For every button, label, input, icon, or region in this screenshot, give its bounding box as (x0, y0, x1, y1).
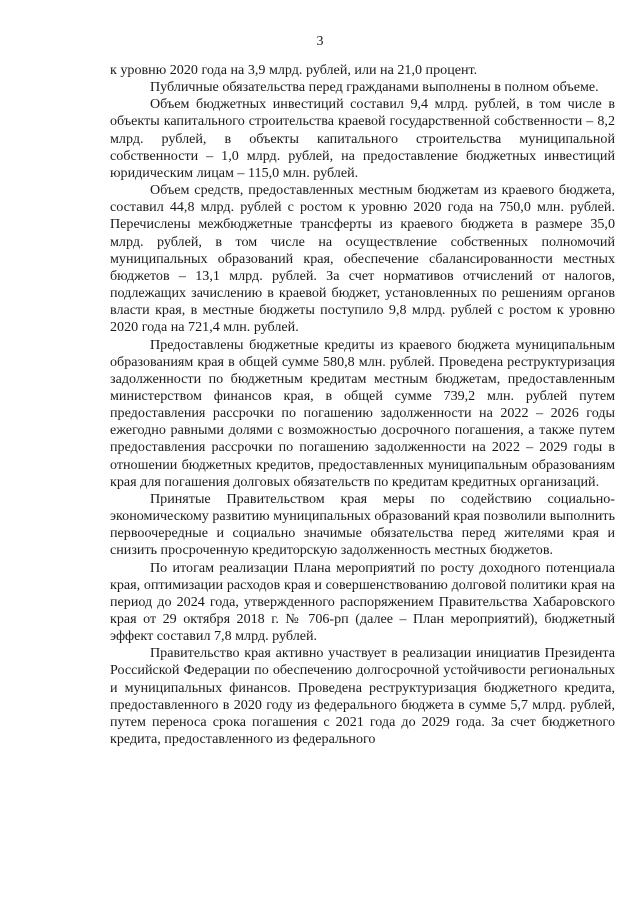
paragraph-president-initiatives: Правительство края активно участвует в реализации инициатив Президента Российской Федерации по обеспечению долгосрочной устойчивости региональных и муниципальных финансов. Проведена реструктуризация бюджетного кредита, предоставленного в 2020 году из федерального бюджета в сумме 5,7 млрд. рублей, путем переноса срока погашения с 2021 года до 2029 года. За счет бюджетного кредита, предоставленного из федерального (110, 645, 615, 748)
document-body (110, 62, 615, 748)
paragraph-action-plan: По итогам реализации Плана мероприятий по росту доходного потенциала края, оптимизации расходов края и совершенствованию долговой политики края на период до 2024 года, утвержденного распоряжением Правительства Хабаровского края от 29 октября 2018 г. № 706-рп (далее – План мероприятий), бюджетный эффект составил 7,8 млрд. рублей. (110, 559, 615, 645)
paragraph-continuation: к уровню 2020 года на 3,9 млрд. рублей, или на 21,0 процент. (110, 62, 478, 78)
paragraph-public-obligations: Публичные обязательства перед гражданами выполнены в полном объеме. (150, 79, 599, 96)
paragraph-budget-investments: Объем бюджетных инвестиций составил 9,4 млрд. рублей, в том числе в объекты капитального строительства краевой государственной собственности – 8,2 млрд. рублей, в объекты капитального строительства муниципальной собственности – 1,0 млрд. рублей, на предоставление бюджетных инвестиций юридическим лицам – 115,0 млн. рублей. (110, 96, 615, 181)
paragraph-government-measures: Принятые Правительством края меры по содействию социально-экономическому развитию муниципальных образований края позволили выполнить первоочередные и социально значимые обязательства перед жителями края и снизить просроченную кредиторскую задолженность местных бюджетов. (110, 490, 615, 559)
paragraph-budget-credits: Предоставлены бюджетные кредиты из краевого бюджета муниципальным образованиям края в общей сумме 580,8 млн. рублей. Проведена реструктуризация задолженности по бюджетным кредитам местным бюджетам, предоставленным министерством финансов края, в общей сумме 739,2 млн. рублей путем предоставления рассрочки по погашению задолженности на 2022 – 2026 годы ежегодно равными долями с возможностью досрочного погашения, а также путем предоставления рассрочки по погашению задолженности на 2022 – 2029 годы в отношении бюджетных кредитов, предоставленных муниципальным образованиям края для погашения долговых обязательств по кредитам кредитных организаций. (110, 336, 615, 490)
page-number: 3 (316, 34, 324, 49)
paragraph-local-budgets: Объем средств, предоставленных местным бюджетам из краевого бюджета, составил 44,8 млрд. рублей с ростом к уровню 2020 года на 750,0 млн. рублей. Перечислены межбюджетные трансферты из краевого бюджета в размере 35,0 млрд. рублей, в том числе на осуществление собственных полномочий муниципальных образований края, обеспечение сбалансированности местных бюджетов – 13,1 млрд. рублей. За счет нормативов отчислений от налогов, подлежащих зачислению в краевой бюджет, установленных по решениям органов власти края, в местные бюджеты поступило 9,8 млрд. рублей с ростом к уровню 2020 года на 721,4 млн. рублей. (110, 182, 615, 336)
